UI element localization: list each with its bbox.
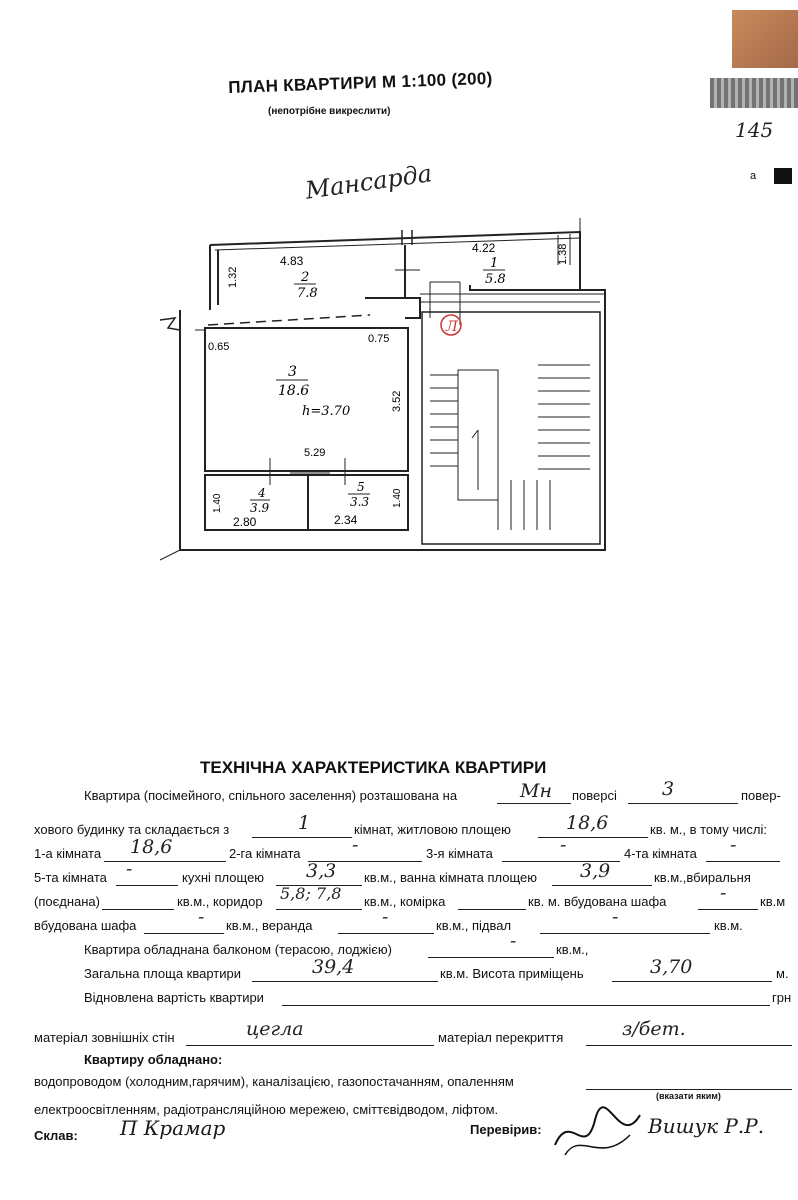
corner-black-box <box>774 168 792 184</box>
room2-number: 2 <box>301 270 310 285</box>
text-sqm3: кв.м., <box>556 942 589 957</box>
text-sqm2: кв.м. <box>714 918 743 933</box>
text-room2: 2-га кімната <box>229 846 301 861</box>
text-room4: 4-та кімната <box>624 846 697 861</box>
value-room1: 18,6 <box>130 836 173 858</box>
value-living-area: 18,6 <box>566 812 609 834</box>
dim-left-top: 1.32 <box>227 266 239 288</box>
value-balcony: - <box>510 930 517 952</box>
text-room1: 1-а кімната <box>34 846 102 861</box>
tech-row-9 <box>0 986 798 1010</box>
value-corridor: 5,8; 7,8 <box>280 884 342 903</box>
dim-room5-right: 1.40 <box>392 488 403 508</box>
text-room5: 5-та кімната <box>34 870 107 885</box>
tech-row-6 <box>0 906 798 938</box>
dim-right-top: 1.38 <box>557 243 569 265</box>
text-room3: 3-я кімната <box>426 846 493 861</box>
room4-width: 2.80 <box>233 515 257 529</box>
text-wall-material: матеріал зовнішніх стін <box>34 1030 175 1045</box>
room1-area: 5.8 <box>485 272 506 287</box>
value-floor: Мн <box>520 780 552 802</box>
room3-height: h=3.70 <box>302 404 351 419</box>
value-room-height: 3,70 <box>650 956 693 978</box>
stair-mark: Л <box>446 319 458 335</box>
text-including: кв. м., в тому числі: <box>650 822 767 837</box>
text-built-in-wardrobe: кв. м. вбудована шафа <box>528 894 667 909</box>
value-basement: - <box>612 906 619 928</box>
text-balcony: Квартира обладнана балконом (терасою, лоджією) <box>84 942 392 957</box>
value-bathroom: 3,9 <box>580 860 611 882</box>
text-storey: повер- <box>741 788 781 803</box>
label-checked-by: Перевірив: <box>470 1122 542 1137</box>
text-building: хового будинку та складається з <box>34 822 230 837</box>
text-restored-value: Відновлена вартість квартири <box>84 990 264 1005</box>
text-floor-label: поверсі <box>572 788 617 803</box>
room5-area: 3.3 <box>350 495 370 509</box>
room2-area: 7.8 <box>297 286 318 301</box>
text-uah: грн <box>772 990 792 1005</box>
dim-corner-left: 0.65 <box>208 341 230 353</box>
text-equipped: Квартиру обладнано: <box>84 1052 223 1067</box>
text-veranda: кв.м., веранда <box>226 918 313 933</box>
text-storeroom: кв.м., комірка <box>364 894 446 909</box>
value-room4: - <box>730 834 737 856</box>
value-wardrobe: - <box>720 882 727 904</box>
corner-stamp-fragment <box>710 78 798 108</box>
tech-row-1 <box>0 778 798 808</box>
room1-dim: 4.22 <box>472 241 496 255</box>
value-wall-material: цегла <box>246 1018 304 1040</box>
value-total-area: 39,4 <box>312 956 355 978</box>
dim-room3-right: 3.52 <box>391 390 403 412</box>
corner-letter: а <box>750 170 757 182</box>
tech-row-4 <box>0 858 798 890</box>
value-veranda: - <box>382 906 389 928</box>
room5-width: 2.34 <box>334 513 358 527</box>
signature-checked: Вишук Р.Р. <box>648 1114 765 1138</box>
room2-dim: 4.83 <box>280 254 304 268</box>
text-wardrobe2: вбудована шафа <box>34 918 137 933</box>
tech-row-3 <box>0 834 798 866</box>
text-basement: кв.м., підвал <box>436 918 512 933</box>
floor-plan <box>140 190 620 590</box>
text-electricity: електроосвітленням, радіотрансляційною мережею, сміттєвідводом, ліфтом. <box>34 1102 499 1117</box>
room3-number: 3 <box>288 364 297 380</box>
floor-label: Мансарда <box>303 159 434 205</box>
value-wardrobe2: - <box>198 906 205 928</box>
text-meters: м. <box>776 966 789 981</box>
text-toilet: кв.м.,вбиральня <box>654 870 751 885</box>
text-slab-material: матеріал перекриття <box>438 1030 564 1045</box>
value-room5: - <box>126 858 133 880</box>
text-living-area: кімнат, житловою площею <box>354 822 511 837</box>
value-slab-material: з/бет. <box>622 1018 686 1040</box>
value-floors: 3 <box>662 778 675 800</box>
text-room-height: кв.м. Висота приміщень <box>440 966 584 981</box>
text-utilities: водопроводом (холодним,гарячим), каналізацією, газопостачанням, опаленням <box>34 1074 514 1089</box>
text-bathroom: кв.м., ванна кімната площею <box>364 870 537 885</box>
strike-note: (непотрібне викреслити) <box>268 106 391 117</box>
tech-row-10 <box>0 1018 798 1050</box>
tech-row-5 <box>0 882 798 914</box>
value-rooms: 1 <box>298 812 311 834</box>
tech-row-12 <box>0 1070 798 1101</box>
tech-row-2 <box>0 812 798 842</box>
text-specify-note: (вказати яким) <box>656 1091 721 1101</box>
value-room3: - <box>560 834 567 856</box>
dim-room3-bottom: 5.29 <box>304 447 326 459</box>
dim-room4-left: 1.40 <box>212 493 223 513</box>
room4-area: 3.9 <box>250 501 270 515</box>
corner-scan-artifact <box>732 10 798 68</box>
text-kitchen: кухні площею <box>182 870 265 885</box>
tech-title: ТЕХНІЧНА ХАРАКТЕРИСТИКА КВАРТИРИ <box>200 758 547 777</box>
text-combined: (поєднана) <box>34 894 100 909</box>
corner-handwritten-number: 145 <box>735 118 774 142</box>
room1-number: 1 <box>490 256 499 271</box>
room3-area: 18.6 <box>278 383 310 399</box>
value-kitchen: 3,3 <box>306 860 337 882</box>
text-location: Квартира (посімейного, спільного заселення) розташована на <box>84 788 458 803</box>
text-corridor: кв.м., коридор <box>177 894 263 909</box>
dim-corner-right: 0.75 <box>368 333 390 345</box>
value-room2: - <box>352 834 359 856</box>
signature-scribble <box>550 1100 650 1170</box>
text-total-area: Загальна площа квартири <box>84 966 242 981</box>
room4-number: 4 <box>258 486 266 500</box>
room5-number: 5 <box>357 480 365 494</box>
text-sqm: кв.м <box>760 894 786 909</box>
signature-compiled: П Крамар <box>120 1116 226 1140</box>
tech-row-8 <box>0 956 798 986</box>
plan-title: ПЛАН КВАРТИРИ М 1:100 (200) <box>228 68 493 97</box>
label-compiled-by: Склав: <box>34 1128 78 1143</box>
